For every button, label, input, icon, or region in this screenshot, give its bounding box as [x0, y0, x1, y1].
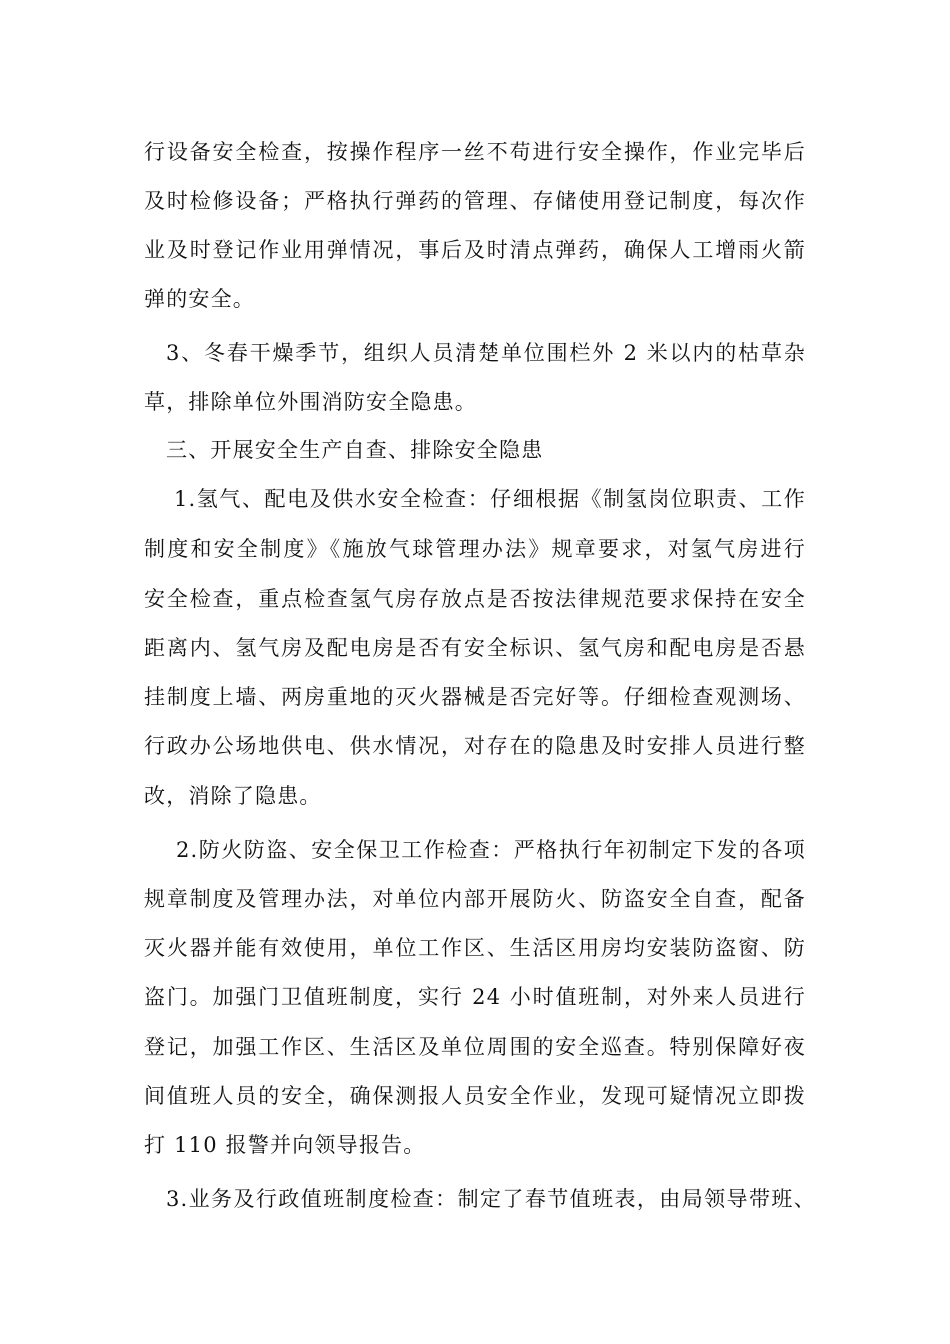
text-line: 挂制度上墙、两房重地的灭火器械是否完好等。仔细检查观测场、	[144, 685, 806, 709]
text-line: 灭火器并能有效使用，单位工作区、生活区用房均安装防盗窗、防	[144, 936, 806, 960]
text-line: 草，排除单位外围消防安全隐患。	[144, 390, 477, 414]
text-line: 距离内、氢气房及配电房是否有安全标识、氢气房和配电房是否悬	[144, 636, 806, 660]
text-line: 2.防火防盗、安全保卫工作检查：严格执行年初制定下发的各项	[176, 838, 806, 862]
text-line: 安全检查，重点检查氢气房存放点是否按法律规范要求保持在安全	[144, 587, 806, 611]
text-line: 业及时登记作业用弹情况，事后及时清点弹药，确保人工增雨火箭	[144, 238, 806, 262]
text-line: 盗门。加强门卫值班制度，实行 24 小时值班制，对外来人员进行	[144, 985, 806, 1009]
text-line: 行政办公场地供电、供水情况，对存在的隐患及时安排人员进行整	[144, 734, 806, 758]
text-line: 3、冬春干燥季节，组织人员清楚单位围栏外 2 米以内的枯草杂	[166, 341, 806, 365]
text-line: 间值班人员的安全，确保测报人员安全作业，发现可疑情况立即拨	[144, 1084, 806, 1108]
text-line: 打 110 报警并向领导报告。	[144, 1133, 426, 1157]
text-line: 规章制度及管理办法，对单位内部开展防火、防盗安全自查，配备	[144, 887, 806, 911]
text-line: 制度和安全制度》《施放气球管理办法》规章要求，对氢气房进行	[144, 537, 806, 561]
text-line: 3.业务及行政值班制度检查：制定了春节值班表，由局领导带班、	[166, 1187, 816, 1211]
section-heading: 三、开展安全生产自查、排除安全隐患	[166, 438, 544, 462]
text-line: 及时检修设备；严格执行弹药的管理、存储使用登记制度，每次作	[144, 189, 806, 213]
text-line: 行设备安全检查，按操作程序一丝不苟进行安全操作，作业完毕后	[144, 140, 806, 164]
text-line: 弹的安全。	[144, 287, 255, 311]
text-line: 1.氢气、配电及供水安全检查：仔细根据《制氢岗位职责、工作	[174, 487, 806, 511]
text-line: 登记，加强工作区、生活区及单位周围的安全巡查。特别保障好夜	[144, 1035, 806, 1059]
text-line: 改，消除了隐患。	[144, 784, 322, 808]
